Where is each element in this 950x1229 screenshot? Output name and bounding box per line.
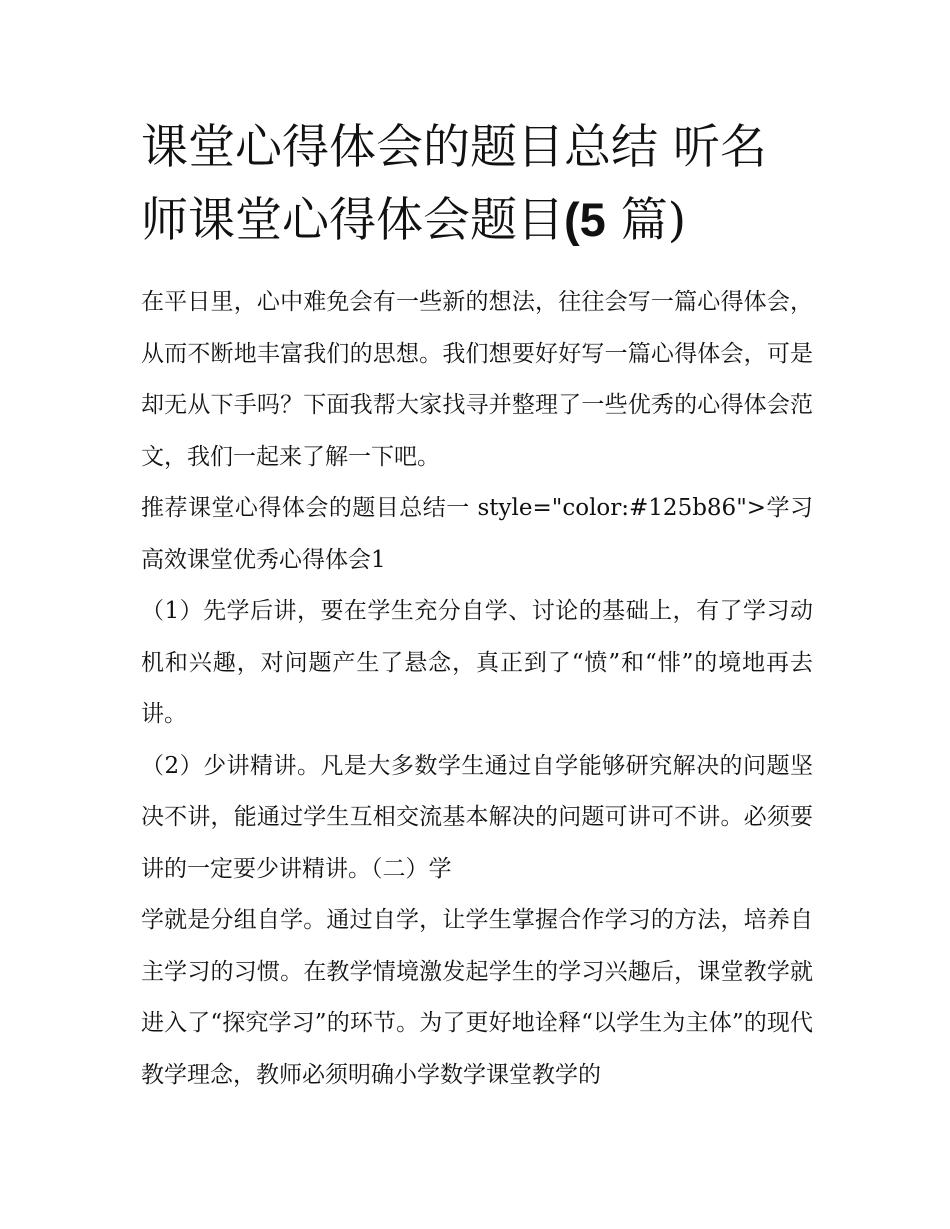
self-study-paragraph: 学就是分组自学。通过自学，让学生掌握合作学习的方法，培养自主学习的习惯。在教学情境激发起学生的学习兴趣后，课堂教学就进入了“探究学习”的环节。为了更好地诠释“以学生为主体”的现代教学理念，教师必须明确小学数学课堂教学的 [141,907,813,1088]
document-page [141,112,813,1101]
point-2-paragraph: （2）少讲精讲。凡是大多数学生通过自学能够研究解决的问题坚决不讲，能通过学生互相交流基本解决的问题可讲可不讲。必须要讲的一定要少讲精讲。（二）学 [141,752,813,882]
title-count: (5 [564,193,606,246]
intro-paragraph: 在平日里，心中难免会有一些新的想法，往往会写一篇心得体会，从而不断地丰富我们的思想。我们想要好好写一篇心得体会，可是却无从下手吗？下面我帮大家找寻并整理了一些优秀的心得体会范文，我们一起来了解一下吧。 [141,289,813,470]
title-suffix: 篇) [605,193,687,248]
document-title [141,112,813,257]
title-text: 课堂心得体会的题目总结 听名师课堂心得体会题目 [141,120,767,248]
section-heading-paragraph: 推荐课堂心得体会的题目总结一 style="color:#125b86">学习高效课堂优秀心得体会1 [141,495,813,573]
point-1-paragraph: （1）先学后讲，要在学生充分自学、讨论的基础上，有了学习动机和兴趣，对问题产生了悬念，真正到了“愤”和“悱”的境地再去讲。 [141,598,813,727]
